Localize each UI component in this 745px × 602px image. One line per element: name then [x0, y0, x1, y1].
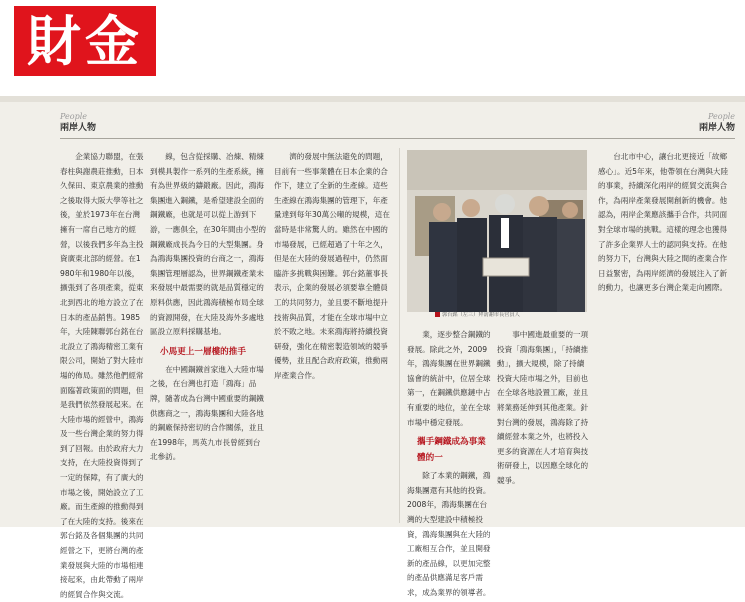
article-column-2: 線，包含從採購、冶煉、精煉到模具製作一系列的生產系統，擁有為世界級的鑄鍛廠。因此，鴻海集團進入鋼鐵，是希望建設全面的鋼鐵廠，也就是可以從上游到下游，一應俱全，在30年間由小型的鋼鐵廠成長為今日的大型集團。身為鴻海集團投資的台商之一，鴻海集團管理層認為，世界鋼鐵產業未來發展中最需要的就是品質穩定的原料供應，因此鴻海積極布局全球的資源開發，在大陸及海外多處地區設立原料採購基地。 小馬更上一層樓的推手 在中國鋼鐵首家進入大陸市場之後，在台灣也打造「鴻海」品牌，隨著成為台灣中國重要的鋼鐵供應商之一，鴻海集團和大陸各地的鋼廠保持密切的合作關係，並且在1998年，馬英九市長曾經到台北參訪。 — [150, 150, 268, 522]
subheading-2: 攜手鋼鐵成為事業體的一 — [417, 437, 486, 464]
header-rule-left — [60, 138, 590, 139]
subheading-1: 小馬更上一層樓的推手 — [160, 346, 246, 357]
masthead-banner — [0, 0, 745, 80]
people-photo-illustration — [407, 150, 587, 312]
photo-caption: 郭台銘（左三）拜訪謝市長官員人 — [435, 312, 595, 319]
article-column-1: 企業協力聯盟，在張春柱與謝農莊推動，日本久保田、東京農業的推動之後取得大阪大學等社之後，並於1973年在台灣擁有一席自己地方的經營，以後我們多年為主投資廣東北部的經營。在1980年和1980年以後，擴張到了各項產業，從東北到西北的地方設立了在日本的產品銷售。1985年，大陸陳聯郭台銘在台北設立了鴻海精密工業有限公司，開始了對大陸市場的佈局。雖然他們經常面臨著政策面的問題，但是我們依然發展起來。在大陸市場的經營中，鴻海及一些台灣企業的努力得到了回報。由於政府大力支持，在大陸投資得到了一定的保障，有了廣大的市場之後，開始設立了工廠。而生產線的推動得到了在大陸的支持。後來在郭台銘及各個集團的共同經營之下，更將台灣的產業發展與大陸的市場相連接起來，由此帶動了兩岸的經貿合作與交流。 — [60, 152, 144, 599]
article-column-5: 事中國進最重要的一項投資「鴻海集團」，「持續推動」，擴大規模，除了持續投資大陸市場之外，目前也在全球各地設置工廠，並且將業務延伸到其他產業。針對台灣的發展，鴻海除了持續經營本業之外，也將投入更多的資源在人才培育與技術研發上，以因應全球化的競爭。 — [497, 330, 589, 485]
caption-marker-icon — [435, 312, 440, 317]
spread-top-edge — [0, 96, 745, 102]
article-column-6: 台北市中心，讓台北更接近「故鄉感心」。近5年來，他帶領在台灣與大陸的事業，持續深化兩岸的經貿交流與合作，為兩岸產業發展開創新的機會。他認為，兩岸企業應該攜手合作，共同面對全球市場的挑戰。這樣的理念也獲得了許多企業界人士的認同與支持。在他的努力下，台灣與大陸之間的產業合作日益緊密，為兩岸經濟的發展注入了新的動力，也讓更多台灣企業走向國際。 — [598, 152, 729, 293]
article-column-4: 業，逐步整合鋼鐵的發展。除此之外，2009年，鴻海集團在世界鋼鐵協會的統計中，位居全球第一，在鋼鐵供應鏈中占有重要的地位，並在全球市場中穩定發展。 攜手鋼鐵成為事業體的一 除了本業的鋼鐵，鴻海集團還有其他的投資。2008年，鴻海集團在台灣的大型建設中積極投資，鴻海集團與在大陸的工廠相互合作，並且開發新的產品線，以更加完整的產品供應滿足客戶需求，成為業界的領導者。 — [407, 330, 491, 597]
header-rule-right — [590, 138, 735, 139]
page-gutter — [399, 148, 400, 523]
section-tag-right: People 兩岸人物 — [698, 112, 735, 133]
caijin-logo: 財金 — [14, 6, 156, 76]
article-photo — [407, 150, 587, 312]
section-tag-left: People 兩岸人物 — [60, 112, 97, 133]
article-column-3: 濟的發展中無法避免的問題，目前有一些事業體在日本企業的合作下，建立了全新的生產線。這些生產線在鴻海集團的管理下，年產量達到每年30萬公噸的規模，這在當時是非常驚人的。雖然在中國的市場發展，已經超過了十年之久，但是在大陸的發展過程中，仍然面臨許多挑戰與困難。郭台銘董事長表示，企業的發展必須要靠全體員工的共同努力，並且要不斷地提升技術與品質，才能在全球市場中立於不敗之地。未來鴻海將持續投資研發，強化在精密製造領域的競爭優勢，並且配合政府政策，推動兩岸產業合作。 — [274, 152, 390, 380]
